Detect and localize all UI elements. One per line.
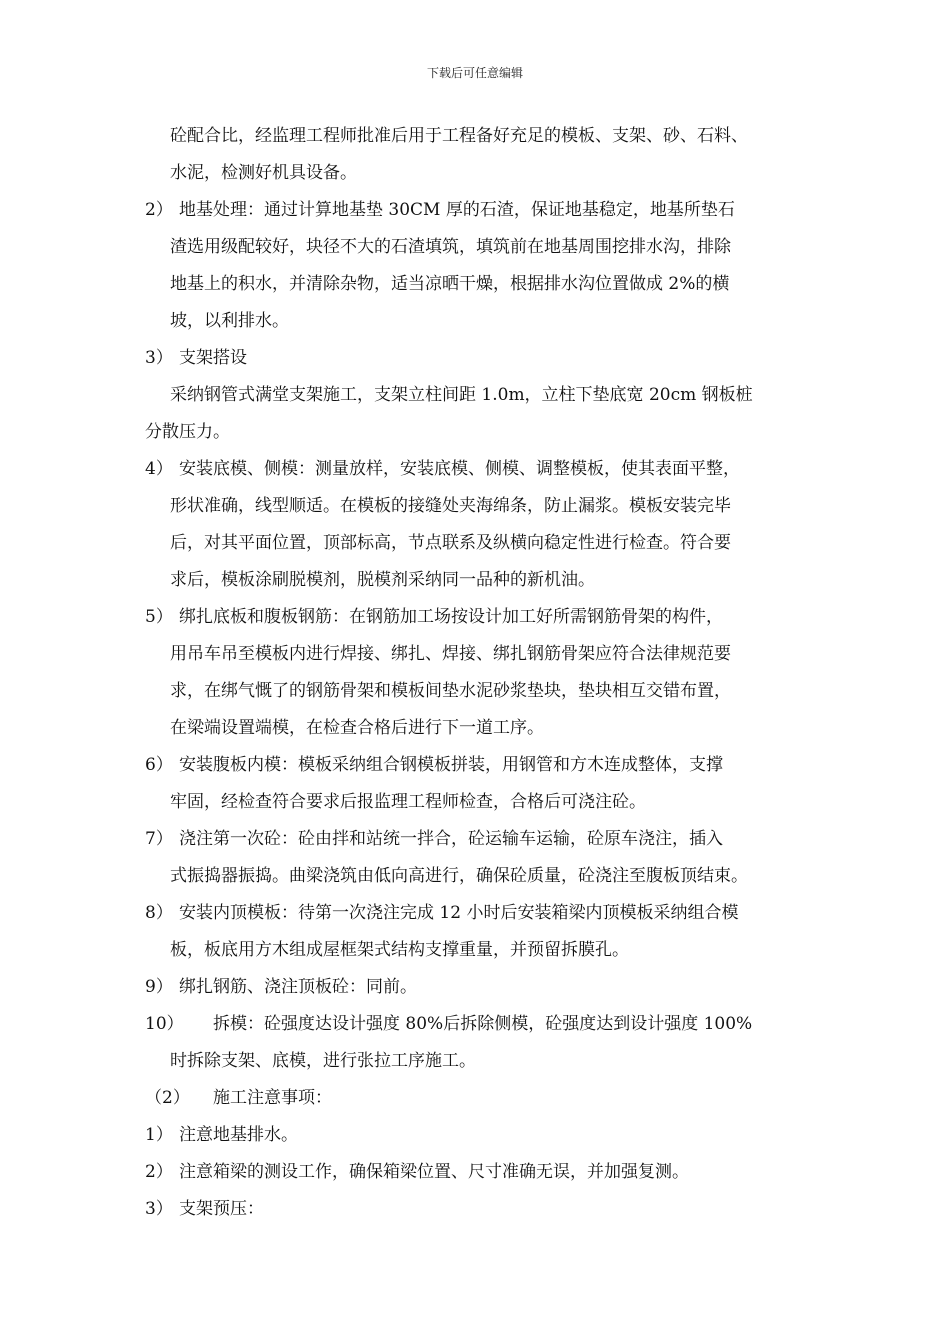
item-number: 1） <box>145 1125 173 1145</box>
line-text: 安装底模、侧模：测量放样，安装底模、侧模、调整模板，使其表面平整， <box>179 459 740 479</box>
list-item <box>145 969 825 1006</box>
paragraph-line <box>145 710 825 747</box>
list-item <box>145 895 825 932</box>
line-text: 求，在绑气慨了的钢筋骨架和模板间垫水泥砂浆垫块，垫块相互交错布置， <box>170 681 731 701</box>
item-number: 2） <box>145 1162 173 1182</box>
line-text: 采纳钢管式满堂支架施工，支架立柱间距 1.0m，立柱下垫底宽 20cm 钢板桩 <box>170 385 753 405</box>
section-number: （2） <box>145 1088 190 1108</box>
paragraph-line <box>145 377 825 414</box>
line-text: 安装腹板内模：模板采纳组合钢模板拼装，用钢管和方木连成整体，支撑 <box>179 755 723 775</box>
list-item <box>145 599 825 636</box>
line-text: 支架搭设 <box>179 348 247 368</box>
paragraph-line <box>145 155 825 192</box>
paragraph-line <box>145 266 825 303</box>
item-number: 8） <box>145 903 173 923</box>
item-number: 4） <box>145 459 173 479</box>
page-header: 下载后可任意编辑 <box>426 66 523 80</box>
line-text: 注意地基排水。 <box>179 1125 298 1145</box>
paragraph-line <box>145 1043 825 1080</box>
item-number: 3） <box>145 1199 173 1219</box>
line-text: 地基处理：通过计算地基垫 30CM 厚的石渣，保证地基稳定，地基所垫石 <box>179 200 735 220</box>
paragraph-line <box>145 932 825 969</box>
line-text: 施工注意事项： <box>213 1088 332 1108</box>
item-number: 7） <box>145 829 173 849</box>
line-text: 绑扎钢筋、浇注顶板砼：同前。 <box>179 977 417 997</box>
item-number: 9） <box>145 977 173 997</box>
item-number: 6） <box>145 755 173 775</box>
item-number: 10） <box>145 1014 184 1034</box>
paragraph-line <box>145 562 825 599</box>
paragraph-line <box>145 673 825 710</box>
line-text: 浇注第一次砼：砼由拌和站统一拌合，砼运输车运输，砼原车浇注，插入 <box>179 829 723 849</box>
line-text: 时拆除支架、底模，进行张拉工序施工。 <box>170 1051 476 1071</box>
item-number: 5） <box>145 607 173 627</box>
paragraph-line <box>145 118 825 155</box>
list-item <box>145 451 825 488</box>
line-text: 安装内顶模板：待第一次浇注完成 12 小时后安装箱梁内顶模板采纳组合模 <box>179 903 739 923</box>
list-item <box>145 1191 825 1228</box>
list-item <box>145 821 825 858</box>
line-text: 牢固，经检查符合要求后报监理工程师检查，合格后可浇注砼。 <box>170 792 646 812</box>
list-item <box>145 747 825 784</box>
item-number: 2） <box>145 200 173 220</box>
line-text: 用吊车吊至模板内进行焊接、绑扎、焊接、绑扎钢筋骨架应符合法律规范要 <box>170 644 731 664</box>
line-text: 后，对其平面位置，顶部标高，节点联系及纵横向稳定性进行检查。符合要 <box>170 533 731 553</box>
paragraph-line <box>145 303 825 340</box>
paragraph-line <box>145 636 825 673</box>
list-item <box>145 1006 825 1043</box>
line-text: 砼配合比，经监理工程师批准后用于工程备好充足的模板、支架、砂、石料、 <box>170 126 748 146</box>
line-text: 注意箱梁的测设工作，确保箱梁位置、尺寸准确无误，并加强复测。 <box>179 1162 689 1182</box>
section-heading <box>145 1080 825 1117</box>
line-text: 板，板底用方木组成屋框架式结构支撑重量，并预留拆膜孔。 <box>170 940 629 960</box>
line-text: 拆模：砼强度达设计强度 80%后拆除侧模，砼强度达到设计强度 100% <box>213 1014 753 1034</box>
item-number: 3） <box>145 348 173 368</box>
list-item <box>145 192 825 229</box>
paragraph-line <box>145 488 825 525</box>
line-text: 分散压力。 <box>145 422 230 442</box>
document-body <box>145 118 825 1228</box>
line-text: 形状准确，线型顺适。在模板的接缝处夹海绵条，防止漏浆。模板安装完毕 <box>170 496 731 516</box>
paragraph-line <box>145 525 825 562</box>
paragraph-line <box>145 414 825 451</box>
list-item <box>145 1154 825 1191</box>
line-text: 渣选用级配较好，块径不大的石渣填筑，填筑前在地基周围挖排水沟，排除 <box>170 237 731 257</box>
line-text: 式振捣器振捣。曲梁浇筑由低向高进行，确保砼质量，砼浇注至腹板顶结束。 <box>170 866 748 886</box>
list-item <box>145 340 825 377</box>
paragraph-line <box>145 784 825 821</box>
line-text: 在梁端设置端模，在检查合格后进行下一道工序。 <box>170 718 544 738</box>
line-text: 支架预压： <box>179 1199 264 1219</box>
list-item <box>145 1117 825 1154</box>
line-text: 绑扎底板和腹板钢筋：在钢筋加工场按设计加工好所需钢筋骨架的构件， <box>179 607 723 627</box>
line-text: 求后，模板涂刷脱模剂，脱模剂采纳同一品种的新机油。 <box>170 570 595 590</box>
line-text: 地基上的积水，并清除杂物，适当凉晒干燥，根据排水沟位置做成 2%的横 <box>170 274 730 294</box>
line-text: 水泥，检测好机具设备。 <box>170 163 357 183</box>
paragraph-line <box>145 858 825 895</box>
line-text: 坡，以利排水。 <box>170 311 289 331</box>
paragraph-line <box>145 229 825 266</box>
